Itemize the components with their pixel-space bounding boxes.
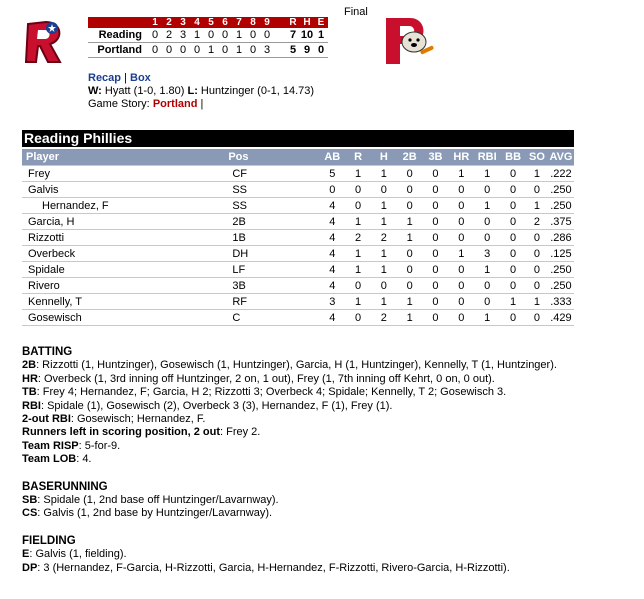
- team-name: Reading: [88, 28, 148, 43]
- note-text: : Galvis (1, 2nd base by Huntzinger/Lavarnway).: [37, 507, 273, 520]
- inning-runs: 1: [190, 28, 204, 43]
- stat-bb: 0: [500, 310, 526, 326]
- player-name: Galvis: [22, 182, 224, 198]
- player-name: Hernandez, F: [22, 198, 224, 214]
- stat-2b: 0: [397, 262, 423, 278]
- stat-2b: 1: [397, 310, 423, 326]
- stat-rbi: 1: [474, 198, 500, 214]
- note-text: : 5-for-9.: [78, 439, 121, 452]
- player-row: [22, 182, 574, 198]
- inning-runs: 0: [190, 43, 204, 58]
- stat-h: 1: [371, 198, 397, 214]
- team-box-title: Reading Phillies: [22, 130, 574, 147]
- stat-h: 1: [371, 262, 397, 278]
- baserunning-section-title: BASERUNNING: [22, 480, 108, 493]
- stat-avg: .375: [548, 214, 574, 230]
- note-line: [22, 440, 632, 453]
- player-position: C: [224, 310, 319, 326]
- note-line: [22, 359, 632, 372]
- stat-so: 0: [526, 230, 548, 246]
- inning-runs: 0: [260, 28, 274, 43]
- inning-runs: 1: [204, 43, 218, 58]
- link-separator: |: [200, 98, 204, 110]
- inning-header: 6: [218, 17, 232, 28]
- player-row: [22, 278, 574, 294]
- stat-bb: 0: [500, 198, 526, 214]
- player-row: [22, 230, 574, 246]
- total-errors: 1: [314, 28, 328, 43]
- note-line: [22, 386, 632, 399]
- reading-team-logo: [18, 16, 70, 68]
- stat-3b: 0: [423, 198, 449, 214]
- stat-r: 1: [345, 294, 371, 310]
- col-ab: AB: [319, 149, 345, 166]
- stat-avg: .250: [548, 262, 574, 278]
- player-name: Rizzotti: [22, 230, 224, 246]
- note-line: [22, 562, 632, 575]
- stat-3b: 0: [423, 262, 449, 278]
- player-position: 2B: [224, 214, 319, 230]
- stat-rbi: 0: [474, 294, 500, 310]
- stat-3b: 0: [423, 230, 449, 246]
- stat-ab: 0: [319, 182, 345, 198]
- stat-ab: 3: [319, 294, 345, 310]
- stat-hr: 0: [448, 294, 474, 310]
- note-text: : Frey 4; Hernandez, F; Garcia, H 2; Rizzotti 3; Overbeck 4; Spidale; Kennelly, T 2; Gosewisch 3.: [36, 386, 507, 399]
- player-position: LF: [224, 262, 319, 278]
- stat-ab: 4: [319, 214, 345, 230]
- note-label: Team LOB: [22, 453, 77, 466]
- winning-pitcher-label: W:: [88, 85, 102, 97]
- note-text: : Overbeck (1, 3rd inning off Huntzinger, 2 on, 1 out), Frey (1, 7th inning off Kehrt, 0 on, 0 out).: [37, 372, 495, 385]
- player-position: CF: [224, 166, 319, 182]
- stat-2b: 0: [397, 198, 423, 214]
- player-position: DH: [224, 246, 319, 262]
- inning-header: 1: [148, 17, 162, 28]
- inning-runs: 1: [232, 28, 246, 43]
- stat-h: 1: [371, 294, 397, 310]
- portland-team-logo: [380, 12, 436, 68]
- note-line: [22, 426, 632, 439]
- stat-bb: 1: [500, 294, 526, 310]
- stat-ab: 4: [319, 246, 345, 262]
- stat-bb: 0: [500, 278, 526, 294]
- stat-rbi: 1: [474, 166, 500, 182]
- stat-rbi: 0: [474, 182, 500, 198]
- player-row: [22, 262, 574, 278]
- note-text: : Frey 2.: [220, 426, 261, 439]
- note-line: [22, 453, 632, 466]
- stat-ab: 4: [319, 262, 345, 278]
- stat-avg: .429: [548, 310, 574, 326]
- inning-runs: 3: [176, 28, 190, 43]
- stat-2b: 1: [397, 230, 423, 246]
- note-text: : 3 (Hernandez, F-Garcia, H-Rizzotti, Garcia, H-Hernandez, F-Rizzotti, Rivero-Garcia, H-Rizzotti).: [37, 561, 510, 574]
- note-line: [22, 373, 632, 386]
- stat-avg: .250: [548, 278, 574, 294]
- stat-r: 0: [345, 198, 371, 214]
- player-row: [22, 294, 574, 310]
- col-avg: AVG: [548, 149, 574, 166]
- player-row: [22, 310, 574, 326]
- hits-header: H: [300, 17, 314, 28]
- stat-ab: 4: [319, 310, 345, 326]
- fielding-section-title: FIELDING: [22, 534, 76, 547]
- stat-bb: 0: [500, 230, 526, 246]
- stat-hr: 1: [448, 246, 474, 262]
- inning-header: 2: [162, 17, 176, 28]
- player-name: Gosewisch: [22, 310, 224, 326]
- stat-2b: 1: [397, 214, 423, 230]
- fielding-notes: [22, 548, 632, 575]
- note-label: DP: [22, 561, 38, 574]
- stat-hr: 0: [448, 310, 474, 326]
- col-hr: HR: [448, 149, 474, 166]
- stat-bb: 0: [500, 214, 526, 230]
- inning-header: 9: [260, 17, 274, 28]
- stat-bb: 0: [500, 246, 526, 262]
- note-label: TB: [22, 386, 37, 399]
- stat-hr: 0: [448, 230, 474, 246]
- stat-h: 0: [371, 182, 397, 198]
- note-label: CS: [22, 507, 38, 520]
- note-line: [22, 494, 632, 507]
- inning-runs: 0: [218, 43, 232, 58]
- player-name: Spidale: [22, 262, 224, 278]
- stat-avg: .250: [548, 182, 574, 198]
- stat-2b: 0: [397, 246, 423, 262]
- stat-ab: 5: [319, 166, 345, 182]
- total-hits: 9: [300, 43, 314, 58]
- stat-so: 2: [526, 214, 548, 230]
- stat-avg: .250: [548, 198, 574, 214]
- team-name: Portland: [88, 43, 148, 58]
- stat-r: 1: [345, 262, 371, 278]
- stat-3b: 0: [423, 246, 449, 262]
- stat-so: 1: [526, 166, 548, 182]
- stat-3b: 0: [423, 310, 449, 326]
- linescore-row-home: [88, 43, 328, 58]
- winning-pitcher: Hyatt (1-0, 1.80): [104, 85, 185, 97]
- stat-3b: 0: [423, 278, 449, 294]
- batting-section-title: BATTING: [22, 346, 73, 358]
- total-runs: 7: [286, 28, 300, 43]
- errors-header: E: [314, 17, 328, 28]
- stat-rbi: 0: [474, 230, 500, 246]
- stat-so: 1: [526, 294, 548, 310]
- player-name: Rivero: [22, 278, 224, 294]
- stat-2b: 1: [397, 294, 423, 310]
- note-line: [22, 507, 632, 520]
- inning-header: 4: [190, 17, 204, 28]
- note-text: : Spidale (1), Gosewisch (2), Overbeck 3 (3), Hernandez, F (1), Frey (1).: [40, 399, 393, 412]
- linescore-table: [88, 17, 328, 58]
- stat-hr: 0: [448, 198, 474, 214]
- stat-3b: 0: [423, 294, 449, 310]
- col-r: R: [345, 149, 371, 166]
- stat-avg: .333: [548, 294, 574, 310]
- link-separator: |: [124, 72, 127, 84]
- stat-r: 1: [345, 246, 371, 262]
- player-name: Garcia, H: [22, 214, 224, 230]
- stat-r: 1: [345, 214, 371, 230]
- player-position: 3B: [224, 278, 319, 294]
- batting-box-score: [22, 149, 574, 326]
- stat-r: 1: [345, 166, 371, 182]
- note-label: 2B: [22, 359, 37, 372]
- note-line: [22, 413, 632, 426]
- stat-ab: 4: [319, 230, 345, 246]
- stat-3b: 0: [423, 182, 449, 198]
- col-pos: Pos: [224, 149, 319, 166]
- note-text: : Galvis (1, fielding).: [29, 548, 127, 561]
- stat-avg: .222: [548, 166, 574, 182]
- stat-hr: 0: [448, 262, 474, 278]
- col-player: Player: [22, 149, 224, 166]
- batting-notes: [22, 359, 632, 466]
- stat-so: 0: [526, 310, 548, 326]
- player-row: [22, 214, 574, 230]
- inning-runs: 3: [260, 43, 274, 58]
- note-text: : Rizzotti (1, Huntzinger), Gosewisch (1, Huntzinger), Garcia, H (1, Huntzinger), Kennelly, T (1, Huntzinger).: [36, 359, 557, 372]
- game-links: [88, 72, 314, 111]
- total-hits: 10: [300, 29, 314, 41]
- note-text: : Spidale (1, 2nd base off Huntzinger/Lavarnway).: [37, 494, 279, 507]
- player-position: SS: [224, 198, 319, 214]
- inning-runs: 0: [218, 28, 232, 43]
- stat-rbi: 0: [474, 214, 500, 230]
- total-runs: 5: [286, 43, 300, 58]
- baserunning-notes: [22, 494, 632, 521]
- inning-runs: 0: [246, 28, 260, 43]
- note-label: Team RISP: [22, 439, 79, 452]
- inning-runs: 0: [162, 43, 176, 58]
- stat-rbi: 3: [474, 246, 500, 262]
- stat-r: 0: [345, 310, 371, 326]
- stat-r: 0: [345, 278, 371, 294]
- note-label: SB: [22, 494, 38, 507]
- col-h: H: [371, 149, 397, 166]
- stat-2b: 0: [397, 278, 423, 294]
- stat-avg: .286: [548, 230, 574, 246]
- stat-hr: 1: [448, 166, 474, 182]
- game-story-portland-link[interactable]: Portland: [152, 98, 198, 110]
- player-row: [22, 246, 574, 262]
- note-label: Runners left in scoring position, 2 out: [22, 426, 221, 439]
- stat-avg: .125: [548, 246, 574, 262]
- stat-r: 2: [345, 230, 371, 246]
- game-story-label: Game Story:: [88, 98, 150, 110]
- stat-h: 0: [371, 278, 397, 294]
- box-header-row: [22, 149, 574, 166]
- stat-hr: 0: [448, 214, 474, 230]
- col-so: SO: [526, 149, 548, 166]
- inning-header: 5: [204, 17, 218, 28]
- inning-runs: 0: [246, 43, 260, 58]
- inning-runs: 0: [176, 43, 190, 58]
- game-notes: [22, 346, 632, 575]
- inning-runs: 0: [204, 28, 218, 43]
- inning-header: 7: [232, 17, 246, 28]
- stat-h: 1: [371, 246, 397, 262]
- linescore-row-away: [88, 28, 328, 43]
- player-position: SS: [224, 182, 319, 198]
- stat-bb: 0: [500, 182, 526, 198]
- col-2b: 2B: [397, 149, 423, 166]
- stat-so: 0: [526, 182, 548, 198]
- stat-so: 1: [526, 198, 548, 214]
- stat-hr: 0: [448, 278, 474, 294]
- stat-h: 1: [371, 214, 397, 230]
- stat-bb: 0: [500, 262, 526, 278]
- stat-so: 0: [526, 278, 548, 294]
- note-text: : 4.: [76, 453, 92, 466]
- player-name: Overbeck: [22, 246, 224, 262]
- stat-2b: 0: [397, 166, 423, 182]
- inning-header: 8: [246, 17, 260, 28]
- note-label: 2-out RBI: [22, 413, 71, 426]
- inning-runs: 1: [232, 43, 246, 58]
- player-position: RF: [224, 294, 319, 310]
- stat-h: 2: [371, 230, 397, 246]
- col-rbi: RBI: [474, 149, 500, 166]
- inning-header: 3: [176, 17, 190, 28]
- stat-3b: 0: [423, 166, 449, 182]
- note-label: E: [22, 548, 30, 561]
- stat-h: 1: [371, 166, 397, 182]
- col-3b: 3B: [423, 149, 449, 166]
- stat-rbi: 1: [474, 310, 500, 326]
- note-line: [22, 400, 632, 413]
- note-line: [22, 548, 632, 561]
- losing-pitcher-label: L:: [187, 85, 198, 97]
- inning-runs: 0: [148, 28, 162, 43]
- stat-2b: 0: [397, 182, 423, 198]
- stat-h: 2: [371, 310, 397, 326]
- recap-link[interactable]: Recap: [88, 72, 122, 84]
- stat-3b: 0: [423, 214, 449, 230]
- stat-rbi: 0: [474, 278, 500, 294]
- stat-ab: 4: [319, 278, 345, 294]
- stat-hr: 0: [448, 182, 474, 198]
- total-errors: 0: [314, 43, 328, 58]
- player-name: Frey: [22, 166, 224, 182]
- player-row: [22, 198, 574, 214]
- inning-runs: 2: [162, 28, 176, 43]
- player-row: [22, 166, 574, 182]
- note-label: HR: [22, 372, 38, 385]
- stat-ab: 4: [319, 198, 345, 214]
- player-name: Kennelly, T: [22, 294, 224, 310]
- linescore-header-row: [88, 17, 328, 28]
- stat-rbi: 1: [474, 262, 500, 278]
- player-position: 1B: [224, 230, 319, 246]
- losing-pitcher: Huntzinger (0-1, 14.73): [200, 85, 315, 97]
- box-link[interactable]: Box: [130, 72, 151, 84]
- inning-runs: 0: [148, 43, 162, 58]
- col-bb: BB: [500, 149, 526, 166]
- stat-bb: 0: [500, 166, 526, 182]
- note-label: RBI: [22, 399, 41, 412]
- game-status: Final: [344, 6, 368, 18]
- stat-r: 0: [345, 182, 371, 198]
- stat-so: 0: [526, 246, 548, 262]
- stat-so: 0: [526, 262, 548, 278]
- runs-header: R: [286, 17, 300, 28]
- note-text: : Gosewisch; Hernandez, F.: [70, 413, 206, 426]
